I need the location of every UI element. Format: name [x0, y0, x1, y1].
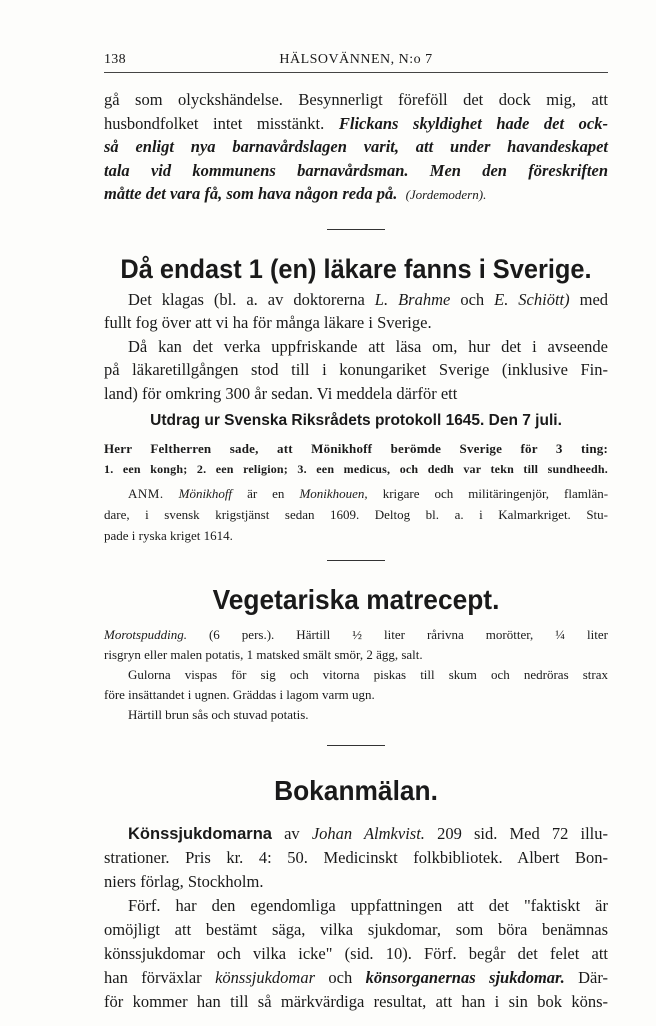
body-line: fullt fog över att vi ha för många läkare i Sverige. — [104, 313, 432, 332]
intro-source: (Jordemodern). — [405, 187, 487, 202]
intro-paragraph — [104, 88, 608, 207]
quote-line: Herr Feltherren sade, att Mönikhoff berömde Sverige för 3 ting: — [104, 441, 608, 456]
body-line: land) för omkring 300 år sedan. Vi meddela därför ett — [104, 383, 458, 403]
body-text: Det klagas (bl. a. av doktorerna — [128, 289, 365, 309]
person-name: L. Brahme — [374, 289, 451, 309]
page-content — [104, 88, 608, 1014]
intro-text: husbondfolket intet misstänkt. — [104, 113, 325, 133]
review-body — [104, 822, 608, 1014]
intro-line: gå som olyckshändelse. Besynnerligt föreföll det dock mig, att — [104, 90, 608, 109]
section-title: Då endast 1 (en) läkare fanns i Sverige. — [120, 253, 592, 284]
intro-line: så enligt nya barnavårdslagen varit, att under havandeskapet — [104, 137, 608, 156]
note-line: pade i ryska kriget 1614. — [104, 528, 233, 543]
note-line — [104, 483, 608, 504]
review-line — [104, 966, 608, 990]
review-line: omöjligt att bestämt säga, vilka sjukdomar, som böra benämnas — [104, 920, 608, 939]
body-line: på läkaretillgången stod till i konungariket Sverige (inklusive Fin- — [104, 360, 608, 379]
person-name: Mönikhoff — [178, 486, 233, 501]
protocol-subtitle: Utdrag ur Svenska Riksrådets protokoll 1645. Den 7 juli. — [150, 412, 562, 429]
review-line — [104, 822, 608, 846]
section-divider — [327, 229, 385, 230]
review-text: 209 sid. Med 72 illu- — [437, 824, 608, 843]
review-line: könssjukdomar och vilka icke" (sid. 10). Förf. begår det felet att — [104, 944, 608, 963]
intro-line: tala vid kommunens barnavårdsman. Men den föreskriften — [104, 160, 608, 180]
quote-line: 1. een kongh; 2. een religion; 3. een medicus, och dedh var tekn till sundheedh. — [104, 462, 608, 476]
review-text: han förväxlar — [104, 968, 202, 987]
section-title: Bokanmälan. — [274, 775, 438, 806]
recipe-line: Gulorna vispas för sig och vitorna piskas till skum och nedröras strax — [128, 667, 608, 682]
body-line: Då kan det verka uppfriskande att läsa om, hur det i avseende — [128, 336, 608, 356]
recipe-block — [104, 625, 608, 725]
body-line — [104, 288, 608, 312]
section-title: Vegetariska matrecept. — [212, 584, 500, 615]
review-line: Förf. har den egendomliga uppfattningen att det "faktiskt är — [128, 896, 608, 915]
body-text: med — [579, 289, 609, 309]
note-line: dare, i svensk krigstjänst sedan 1609. Deltog bl. a. i Kalmarkriget. Stu- — [104, 507, 608, 522]
recipe-line: före insättandet i ugnen. Gräddas i lagom varm ugn. — [104, 687, 375, 702]
intro-emphasis: Flickans skyldighet hade det ock- — [338, 113, 608, 133]
person-name: Monikhouen, — [299, 486, 368, 501]
intro-emphasis: måtte det vara få, som hava någon reda på. — [104, 184, 398, 203]
page-header — [104, 52, 608, 73]
section1-body — [104, 288, 608, 406]
book-author: Johan Almkvist. — [311, 824, 425, 843]
body-text: och — [460, 289, 485, 309]
section-divider — [327, 745, 385, 746]
note-label: ANM. — [128, 486, 164, 501]
recipe-name: Morotspudding. — [104, 627, 187, 642]
review-line: niers förlag, Stockholm. — [104, 872, 264, 891]
note-text: krigare och militäringenjör, flamlän- — [382, 486, 609, 501]
review-text: av — [284, 824, 300, 843]
recipe-line — [104, 625, 608, 645]
page-number: 138 — [104, 52, 126, 67]
section-divider — [327, 560, 385, 561]
review-line: för kommer han till så märkvärdiga resultat, att han i sin bok köns- — [104, 992, 608, 1011]
recipe-line: Härtill brun sås och stuvad potatis. — [128, 707, 309, 722]
protocol-quote — [104, 439, 608, 479]
intro-line — [104, 112, 608, 136]
review-emphasis: könsorganernas sjukdomar. — [365, 968, 565, 987]
review-text: och — [328, 968, 353, 987]
person-name: E. Schiött) — [494, 289, 570, 309]
intro-line — [104, 182, 608, 207]
review-emphasis: könssjukdomar — [215, 968, 315, 987]
annotation-note — [104, 483, 608, 546]
book-title: Könssjukdomarna — [128, 825, 272, 843]
recipe-line: risgryn eller malen potatis, 1 matsked smält smör, 2 ägg, salt. — [104, 647, 423, 662]
review-line: strationer. Pris kr. 4: 50. Medicinskt folkbibliotek. Albert Bon- — [104, 848, 608, 867]
running-title: HÄLSOVÄNNEN, N:o 7 — [279, 52, 433, 67]
recipe-text: (6 pers.). Härtill ½ liter rårivna morötter, ¼ liter — [208, 627, 608, 642]
note-text: är en — [247, 486, 285, 501]
review-text: Där- — [578, 968, 608, 987]
